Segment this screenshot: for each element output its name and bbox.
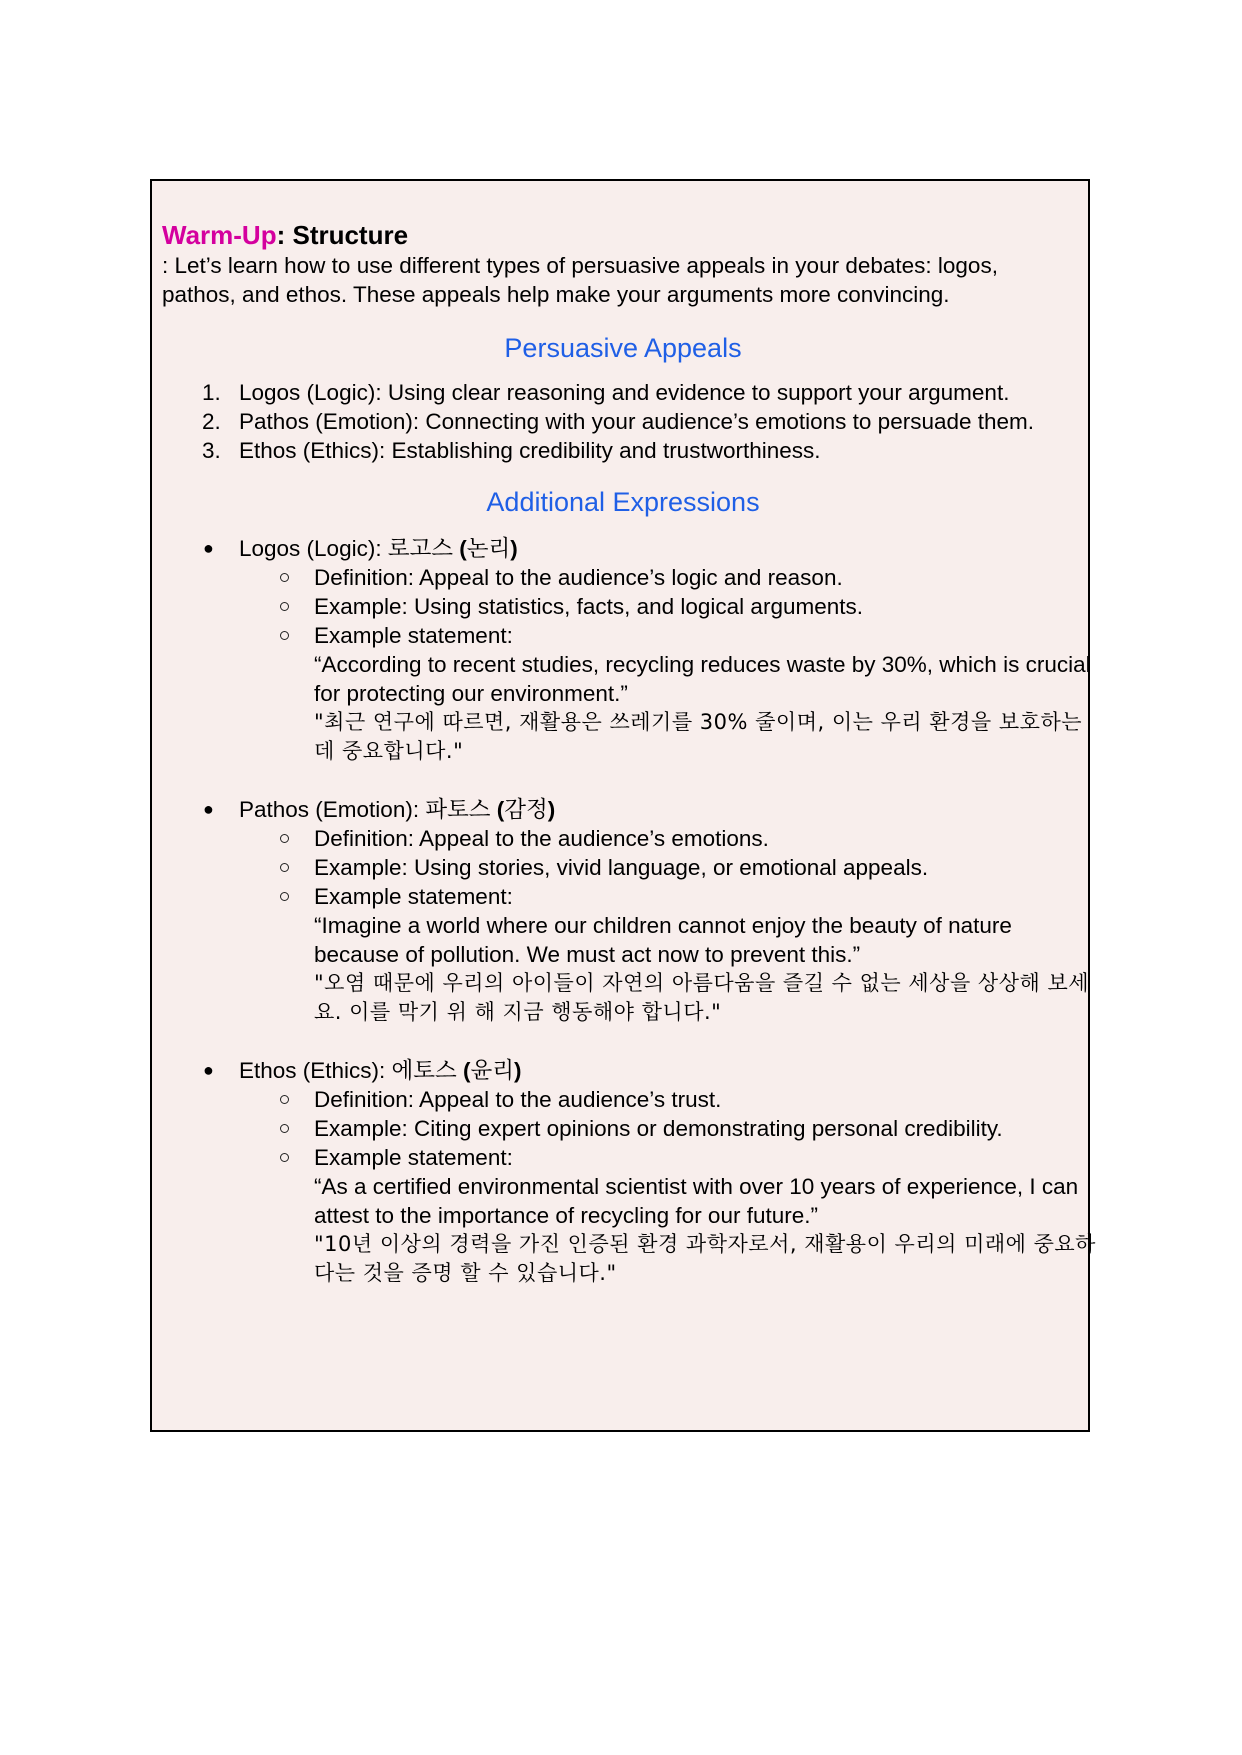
list-number: 1. (202, 380, 221, 405)
expression-group-ethos (162, 1056, 1096, 1288)
sub-list (162, 563, 1084, 650)
definition-item (162, 824, 1084, 853)
example-item (162, 1114, 1084, 1143)
expression-heading (162, 1056, 1084, 1085)
warm-up-card (150, 179, 1096, 1432)
example-text: Example: Using stories, vivid language, or emotional appeals. (314, 855, 929, 880)
paren-open: ( (496, 797, 505, 822)
paren-close: ) (514, 1058, 522, 1083)
definition-text: Definition: Appeal to the audience’s logic and reason. (314, 565, 843, 590)
paren-open: ( (459, 536, 467, 561)
paren-close: ) (510, 536, 518, 561)
additional-expressions-list (162, 534, 1096, 1288)
additional-expressions-heading: Additional Expressions (486, 487, 760, 517)
expression-label: Pathos (Emotion): 파토스 (239, 797, 497, 822)
expression-korean: 논리 (466, 536, 511, 561)
bullet-icon: ● (203, 538, 214, 558)
list-item (162, 436, 1069, 465)
statement-label: Example statement: (314, 884, 513, 909)
list-item-text: Logos (Logic): Using clear reasoning and evidence to support your argument. (239, 380, 1010, 405)
hollow-bullet-icon (280, 1095, 289, 1104)
persuasive-appeals-list (162, 378, 1084, 465)
list-item-text: Pathos (Emotion): Connecting with your audience’s emotions to persuade them. (239, 409, 1035, 434)
list-number: 3. (202, 438, 221, 463)
statement-english: “Imagine a world where our children cannot enjoy the beauty of nature because of pollution. We must act now to prevent this.” (314, 913, 1012, 967)
hollow-bullet-icon (280, 863, 289, 872)
bullet-icon: ● (203, 799, 214, 819)
statement-korean: "오염 때문에 우리의 아이들이 자연의 아름다움을 즐길 수 없는 세상을 상상해 보세요. 이를 막기 위 해 지금 행동해야 합니다." (314, 971, 1090, 1024)
statement-korean: "10년 이상의 경력을 가진 인증된 환경 과학자로서, 재활용이 우리의 미래에 중요하다는 것을 증명 할 수 있습니다." (314, 1232, 1096, 1285)
list-item-text: Ethos (Ethics): Establishing credibility and trustworthiness. (239, 438, 821, 463)
page-title (162, 219, 1084, 251)
hollow-bullet-icon (280, 573, 289, 582)
expression-label: Ethos (Ethics): 에토스 (239, 1058, 464, 1083)
hollow-bullet-icon (280, 602, 289, 611)
statement-label-item (162, 621, 1084, 650)
list-number: 2. (202, 409, 221, 434)
example-statement (162, 911, 1096, 1027)
expression-group-pathos (162, 795, 1090, 1027)
list-item (162, 407, 1069, 436)
sub-list (162, 824, 1084, 911)
title-rest: : Structure (276, 220, 409, 250)
paren-close: ) (547, 797, 556, 822)
expression-korean: 감정 (504, 797, 548, 822)
hollow-bullet-icon (280, 1153, 289, 1162)
bullet-icon: ● (203, 1060, 214, 1080)
list-item (162, 378, 1069, 407)
example-text: Example: Citing expert opinions or demonstrating personal credibility. (314, 1116, 1003, 1141)
sub-list (162, 1085, 1084, 1172)
definition-item (162, 1085, 1084, 1114)
example-item (162, 592, 1084, 621)
statement-english: “As a certified environmental scientist with over 10 years of experience, I can attest to the importance of recycling for our future.” (314, 1174, 1079, 1228)
statement-english: “According to recent studies, recycling reduces waste by 30%, which is crucial for protecting our environment.” (314, 652, 1091, 706)
expression-group-logos (162, 534, 1091, 766)
title-accent: Warm-Up (162, 220, 277, 250)
statement-label-item (162, 882, 1084, 911)
paren-open: ( (463, 1058, 471, 1083)
statement-label: Example statement: (314, 623, 513, 648)
example-item (162, 853, 1084, 882)
statement-label-item (162, 1143, 1084, 1172)
statement-label: Example statement: (314, 1145, 513, 1170)
example-statement (162, 1172, 1096, 1288)
example-statement (162, 650, 1096, 766)
hollow-bullet-icon (280, 834, 289, 843)
example-text: Example: Using statistics, facts, and logical arguments. (314, 594, 863, 619)
expression-heading (162, 795, 1084, 824)
hollow-bullet-icon (280, 892, 289, 901)
hollow-bullet-icon (280, 631, 289, 640)
definition-text: Definition: Appeal to the audience’s trust. (314, 1087, 722, 1112)
definition-item (162, 563, 1084, 592)
expression-label: Logos (Logic): 로고스 (239, 536, 460, 561)
definition-text: Definition: Appeal to the audience’s emotions. (314, 826, 769, 851)
statement-korean: "최근 연구에 따르면, 재활용은 쓰레기를 30% 줄이며, 이는 우리 환경을 보호하는 데 중요합니다." (314, 710, 1083, 763)
persuasive-appeals-heading: Persuasive Appeals (504, 333, 742, 363)
intro-paragraph: : Let’s learn how to use different types of persuasive appeals in your debates: logos, pathos, and ethos. These appeals help make your arguments more convincing. (162, 253, 998, 307)
expression-korean: 윤리 (470, 1058, 514, 1083)
expression-heading (162, 534, 1084, 563)
card-content (162, 219, 1096, 1288)
hollow-bullet-icon (280, 1124, 289, 1133)
